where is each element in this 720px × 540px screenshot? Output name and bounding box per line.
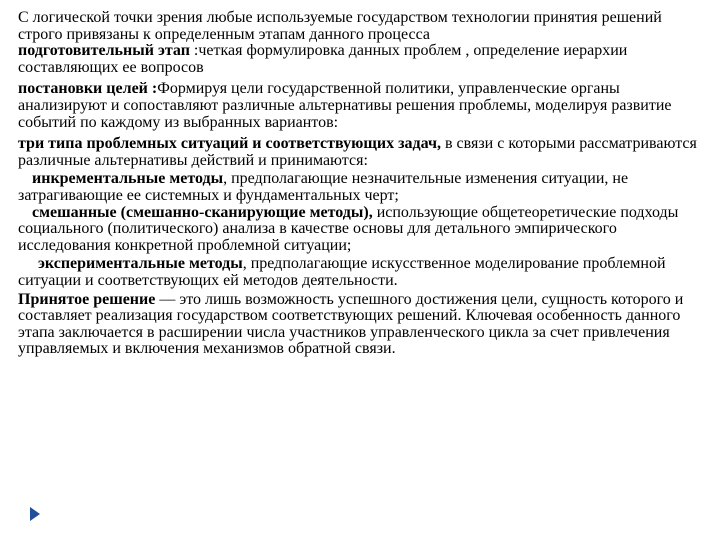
decision-paragraph [18, 292, 708, 358]
method-mixed-text: использующие общетеоретические подходы социального (политического) анализа в качестве основы для детального эмпирического исследования конкретной проблемной ситуации; [18, 203, 679, 254]
method-incremental-paragraph [18, 171, 708, 204]
decision-text: — это лишь возможность успешного достижения цели, сущность которого и составляет реализация государством соответствующих решений. Ключевая особенность данного этапа заключается в расширении числа участников управленческого цикла за счет привлечения управляемых и включения механизмов обратной связи. [18, 290, 684, 358]
method-mixed-paragraph [18, 205, 708, 255]
triangle-bullet-icon [30, 507, 40, 521]
method-experimental-term: экспериментальные методы [38, 255, 243, 273]
stage-prep-text: :четкая формулировка данных проблем , определение иерархии составляющих ее вопросов [18, 42, 628, 76]
stage-prep-term: подготовительный этап [18, 42, 190, 60]
stage-goals-paragraph [18, 81, 708, 131]
method-experimental-paragraph [18, 256, 708, 289]
method-incremental-text: , предполагающие незначительные изменения ситуации, не затрагивающие ее системных и фундаментальных черт; [18, 170, 629, 204]
method-incremental-term: инкрементальные методы [32, 170, 224, 188]
stage-prep-paragraph [18, 43, 708, 76]
stage-types-paragraph [18, 136, 708, 169]
intro-text: С логической точки зрения любые используемые государством технологии принятия решений строго привязаны к определенным этапам данного процесса [18, 9, 662, 43]
method-experimental-text: , предполагающие искусственное моделирование проблемной ситуации и соответствующих ей методов деятельности. [18, 255, 666, 289]
decision-term: Принятое решение [18, 290, 156, 308]
stage-goals-text: Формируя цели государственной политики, управленческие органы анализируют и сопоставляют различные альтернативы решения проблемы, моделируя развитие событий по каждому из выбранных вариантов: [18, 80, 672, 131]
stage-types-term: три типа проблемных ситуаций и соответствующих задач, [18, 135, 441, 153]
stage-goals-term: постановки целей : [18, 80, 158, 98]
method-mixed-term: смешанные (смешанно-сканирующие методы), [32, 203, 373, 221]
stage-types-text: в связи с которыми рассматриваются различные альтернативы действий и принимаются: [18, 135, 697, 169]
slide-text-body [18, 10, 708, 358]
intro-paragraph [18, 10, 708, 43]
